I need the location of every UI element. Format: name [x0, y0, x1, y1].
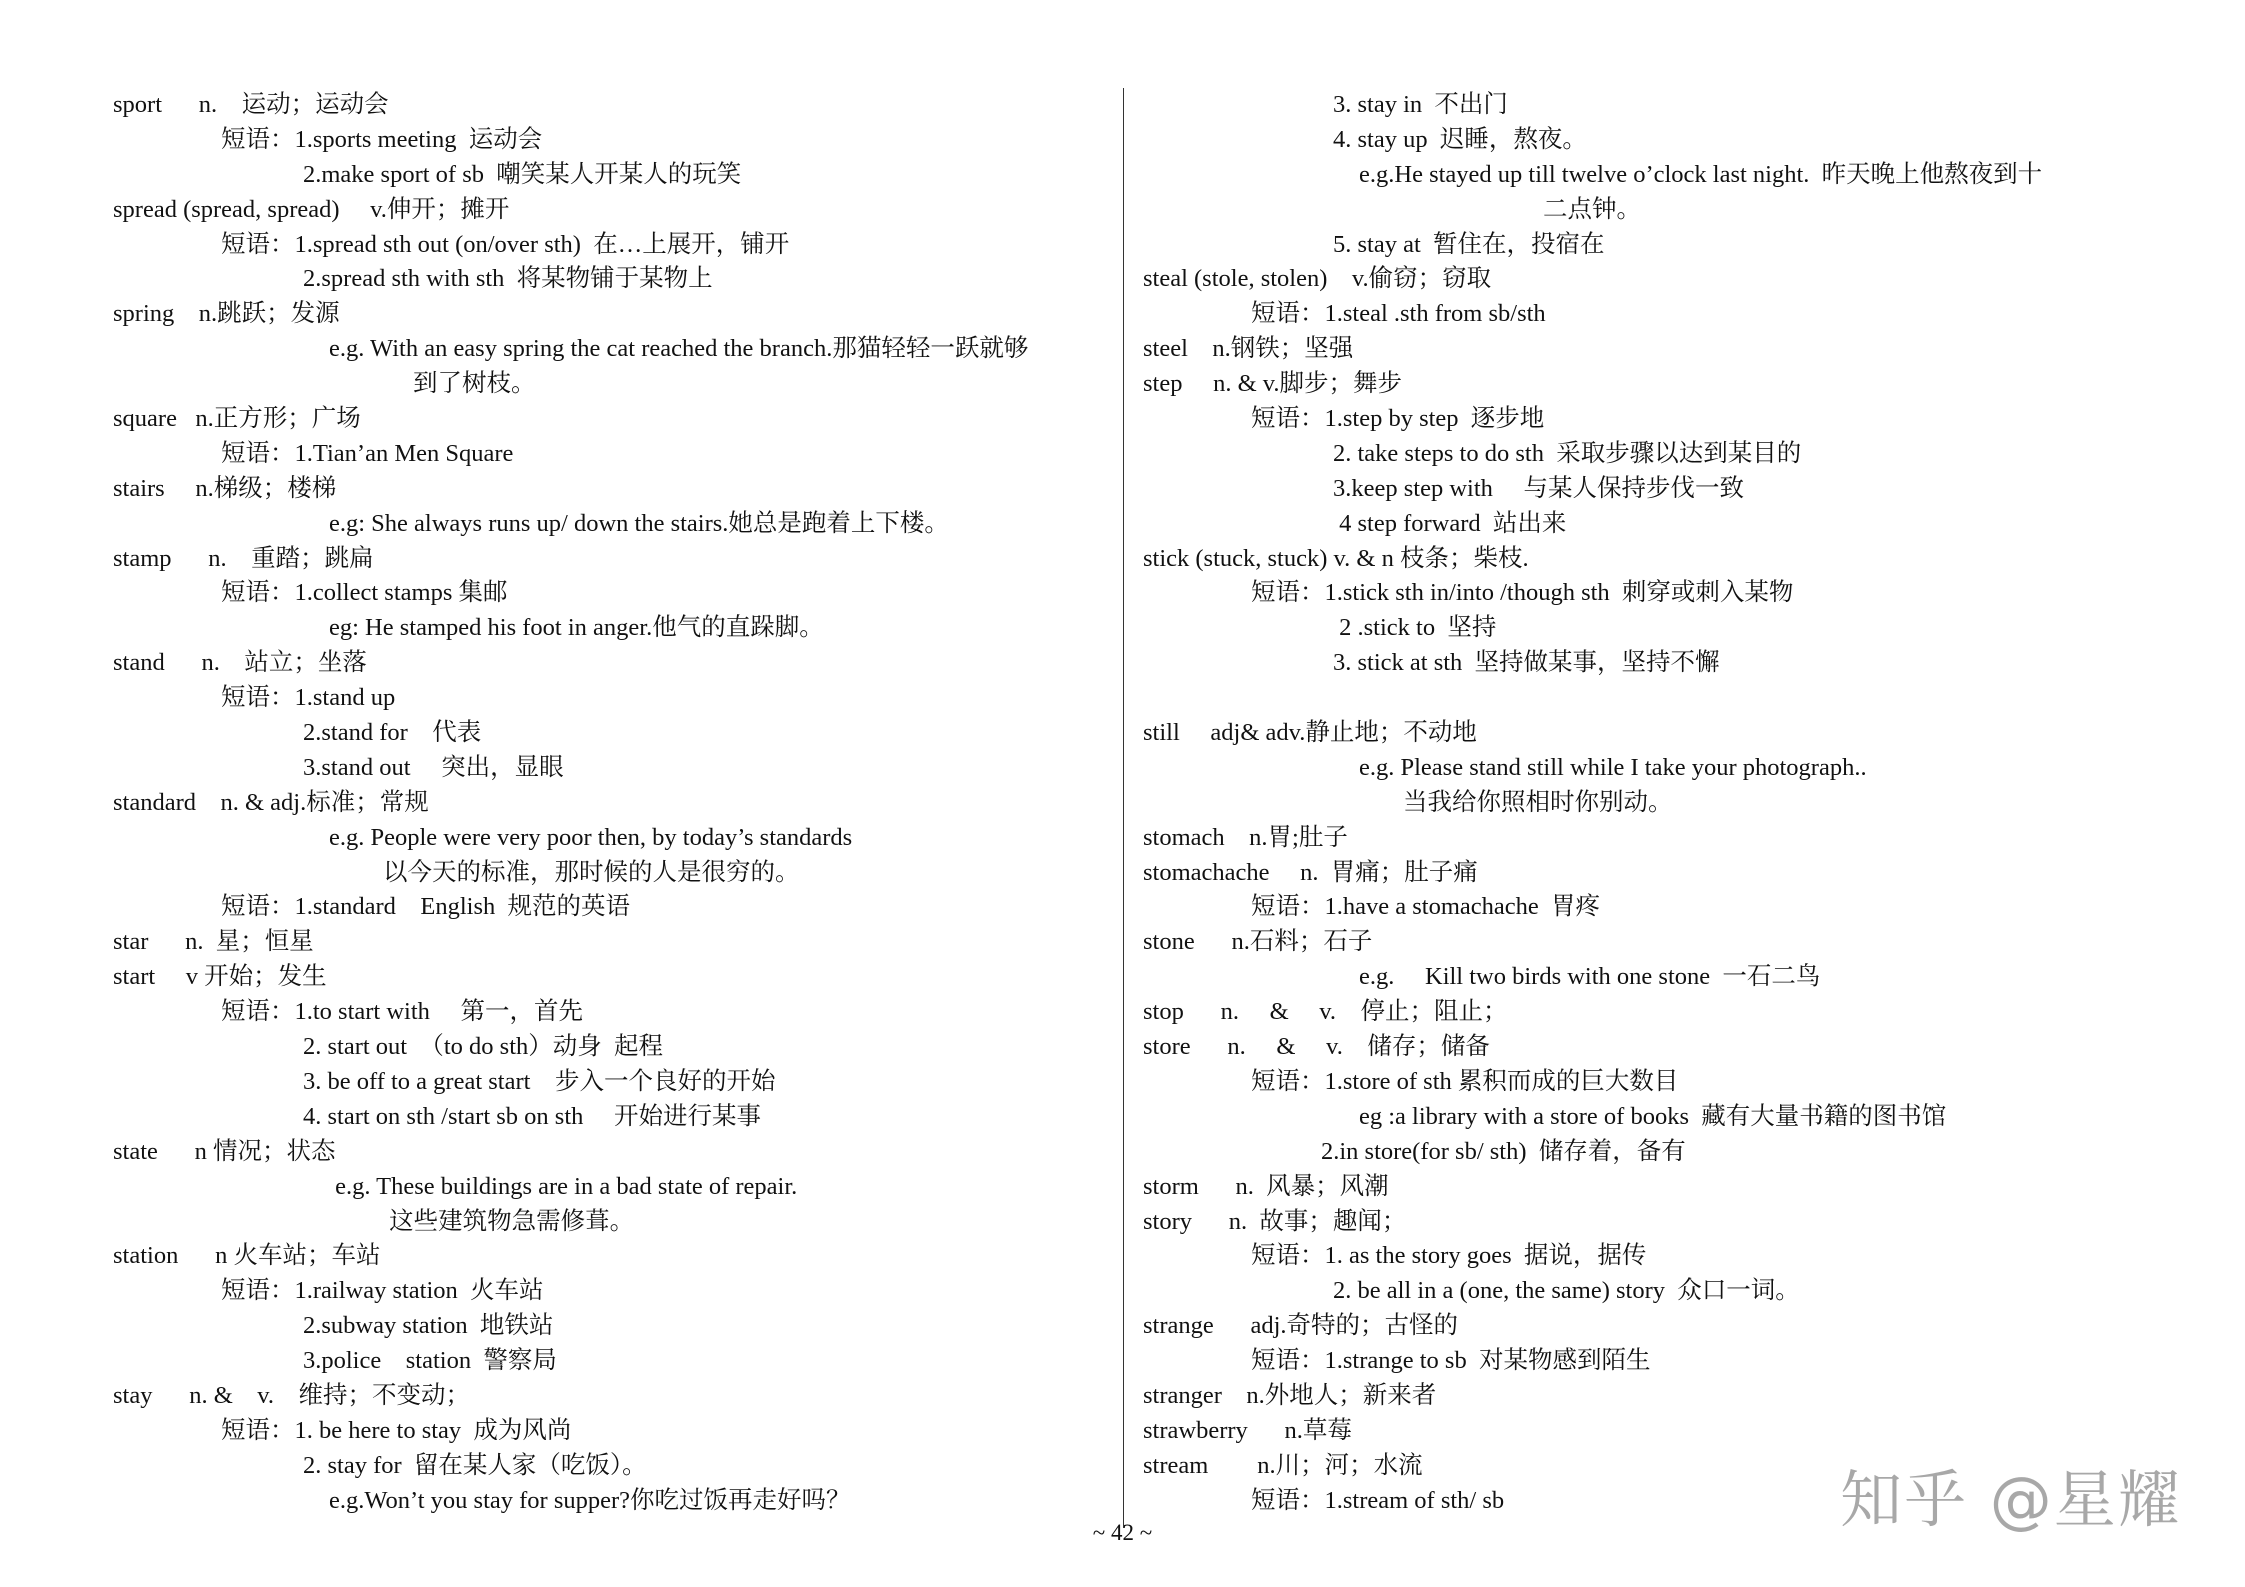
- entry-line: [1143, 507, 2183, 542]
- entry-line: [1143, 1170, 2183, 1205]
- entry-line: [113, 1344, 1123, 1379]
- entry-line: [1143, 1239, 2183, 1274]
- entry-line: [113, 507, 1123, 542]
- entry-text: 3.stand out 突出，显眼: [303, 753, 564, 781]
- entry-line: [113, 960, 1123, 995]
- entry-text: 2. stay for 留在某人家（吃饭）。: [303, 1451, 647, 1479]
- entry-text: stone n.石料；石子: [1143, 928, 1373, 956]
- entry-text: 4. stay up 迟睡，熬夜。: [1333, 125, 1587, 153]
- entry-text: spring n.跳跃；发源: [113, 300, 340, 328]
- entry-text: 2. start out （to do sth）动身 起程: [303, 1033, 664, 1061]
- entry-text: 短语：1.collect stamps 集邮: [221, 579, 508, 607]
- entry-line: [1143, 960, 2183, 995]
- entry-line: [1143, 1414, 2183, 1449]
- entry-text: standard n. & adj.标准；常规: [113, 788, 429, 816]
- entry-text: story n. 故事；趣闻；: [1143, 1207, 1407, 1235]
- entry-line: [1143, 1205, 2183, 1240]
- entry-text: stop n. & v. 停止；阻止；: [1143, 998, 1508, 1026]
- entry-line: [113, 856, 1123, 891]
- entry-text: 短语：1.stream of sth/ sb: [1251, 1486, 1505, 1514]
- entry-text: stomachache n. 胃痛；肚子痛: [1143, 858, 1478, 886]
- entry-line: [1143, 1274, 2183, 1309]
- entry-text: 2. be all in a (one, the same) story 众口一词。: [1333, 1277, 1800, 1305]
- column-divider: [1123, 88, 1124, 1528]
- entry-text: stick (stuck, stuck) v. & n 枝条；柴枝.: [1143, 544, 1529, 572]
- entry-text: 二点钟。: [1543, 195, 1641, 223]
- entry-text: 以今天的标准，那时候的人是很穷的。: [383, 858, 800, 886]
- entry-line: [113, 1379, 1123, 1414]
- entry-line: [113, 681, 1123, 716]
- entry-text: e.g: She always runs up/ down the stairs.她总是跑着上下楼。: [329, 509, 949, 537]
- entry-line: [113, 821, 1123, 856]
- entry-line: [113, 193, 1123, 228]
- entry-text: stay n. & v. 维持；不变动；: [113, 1381, 471, 1409]
- entry-line: [113, 1449, 1123, 1484]
- entry-line: [1143, 1344, 2183, 1379]
- entry-line: [1143, 1309, 2183, 1344]
- entry-line: [1143, 995, 2183, 1030]
- entry-text: strawberry n.草莓: [1143, 1416, 1352, 1444]
- entry-line: [1143, 856, 2183, 891]
- entry-text: e.g. With an easy spring the cat reached the branch.那猫轻轻一跃就够: [329, 335, 1029, 363]
- entry-line: [113, 1065, 1123, 1100]
- entry-line: [113, 472, 1123, 507]
- entry-line: [113, 995, 1123, 1030]
- entry-line: [113, 576, 1123, 611]
- entry-text: steel n.钢铁；坚强: [1143, 335, 1354, 363]
- entry-line: [113, 925, 1123, 960]
- page-number: ~ 42 ~: [1092, 1520, 1153, 1545]
- entry-line: [113, 646, 1123, 681]
- entry-line: [1143, 332, 2183, 367]
- entry-text: steal (stole, stolen) v.偷窃；窃取: [1143, 265, 1492, 293]
- entry-line: [113, 1205, 1123, 1240]
- entry-line: [113, 1030, 1123, 1065]
- entry-line: [113, 402, 1123, 437]
- entry-line: [113, 542, 1123, 577]
- entry-line: [1143, 716, 2183, 751]
- entry-line: [1143, 925, 2183, 960]
- entry-line: [113, 228, 1123, 263]
- entry-text: 短语：1.have a stomachache 胃疼: [1251, 893, 1601, 921]
- entry-line: [113, 716, 1123, 751]
- entry-text: star n. 星；恒星: [113, 928, 314, 956]
- entry-text: 2.in store(for sb/ sth) 储存着，备有: [1321, 1137, 1686, 1165]
- entry-line: [1143, 542, 2183, 577]
- entry-text: 2.stand for 代表: [303, 719, 482, 747]
- entry-text: 短语：1.stand up: [221, 684, 396, 712]
- entry-text: 当我给你照相时你别动。: [1403, 788, 1673, 816]
- entry-line: [1143, 193, 2183, 228]
- entry-text: stamp n. 重踏；跳扁: [113, 544, 374, 572]
- entry-line: [1143, 821, 2183, 856]
- entry-line: [113, 158, 1123, 193]
- entry-line: [113, 1135, 1123, 1170]
- entry-text: 短语：1.strange to sb 对某物感到陌生: [1251, 1347, 1651, 1375]
- entry-text: 短语：1. be here to stay 成为风尚: [221, 1416, 572, 1444]
- entry-text: 2 .stick to 坚持: [1333, 614, 1497, 642]
- entry-line: [1143, 646, 2183, 681]
- entry-text: 短语：1.sports meeting 运动会: [221, 125, 543, 153]
- entry-line: [1143, 367, 2183, 402]
- entry-line: [1143, 123, 2183, 158]
- entry-line: [1143, 1379, 2183, 1414]
- entry-text: 短语：1.store of sth 累积而成的巨大数目: [1251, 1067, 1679, 1095]
- entry-line: [1143, 472, 2183, 507]
- entry-line: [113, 437, 1123, 472]
- entry-text: 短语：1.to start with 第一，首先: [221, 998, 584, 1026]
- entry-text: e.g.He stayed up till twelve o’clock last night. 昨天晚上他熬夜到十: [1359, 160, 2043, 188]
- entry-text: 5. stay at 暂住在，投宿在: [1333, 230, 1605, 258]
- entry-line: [1143, 611, 2183, 646]
- entry-text: spread (spread, spread) v.伸开；摊开: [113, 195, 510, 223]
- entry-line: [113, 1309, 1123, 1344]
- entry-text: 3. be off to a great start 步入一个良好的开始: [303, 1067, 776, 1095]
- entry-text: strange adj.奇特的；古怪的: [1143, 1312, 1459, 1340]
- entry-line: [113, 262, 1123, 297]
- entry-text: 短语：1.step by step 逐步地: [1251, 405, 1545, 433]
- entry-text: 短语：1.standard English 规范的英语: [221, 893, 630, 921]
- entry-text: 3. stay in 不出门: [1333, 91, 1508, 118]
- entry-line: [1143, 1065, 2183, 1100]
- entry-text: 短语：1.spread sth out (on/over sth) 在…上展开，铺开: [221, 230, 790, 258]
- entry-text: e.g. Kill two birds with one stone 一石二鸟: [1359, 963, 1821, 991]
- entry-text: stairs n.梯级；楼梯: [113, 474, 337, 502]
- entry-text: 短语：1.Tian’an Men Square: [221, 439, 514, 467]
- entry-text: e.g.Won’t you stay for supper?你吃过饭再走好吗？: [329, 1486, 851, 1514]
- entry-line: [113, 786, 1123, 821]
- entry-line: [1143, 1100, 2183, 1135]
- entry-line: [113, 1274, 1123, 1309]
- entry-text: station n 火车站；车站: [113, 1242, 381, 1270]
- entry-text: square n.正方形；广场: [113, 405, 361, 433]
- entry-text: 短语：1. as the story goes 据说，据传: [1251, 1242, 1647, 1270]
- entry-text: 到了树枝。: [413, 370, 536, 398]
- entry-text: e.g. These buildings are in a bad state of repair.: [329, 1172, 798, 1200]
- entry-text: 2. take steps to do sth 采取步骤以达到某目的: [1333, 439, 1802, 467]
- right-column: [1143, 88, 2183, 1519]
- entry-line: [113, 1170, 1123, 1205]
- entry-text: stand n. 站立；坐落: [113, 649, 367, 677]
- entry-text: eg :a library with a store of books 藏有大量书籍的图书馆: [1359, 1102, 1947, 1130]
- entry-text: sport n. 运动；运动会: [113, 91, 389, 118]
- entry-text: state n 情况；状态: [113, 1137, 336, 1165]
- entry-line: [1143, 1135, 2183, 1170]
- entry-text: 2.make sport of sb 嘲笑某人开某人的玩笑: [303, 160, 742, 188]
- entry-line: [1143, 262, 2183, 297]
- entry-text: 2.subway station 地铁站: [303, 1312, 554, 1340]
- entry-line: [1143, 681, 2183, 716]
- entry-line: [113, 1100, 1123, 1135]
- entry-text: stranger n.外地人；新来者: [1143, 1381, 1437, 1409]
- entry-text: 3.police station 警察局: [303, 1347, 557, 1375]
- entry-text: eg: He stamped his foot in anger.他气的直跺脚。: [329, 614, 824, 642]
- entry-line: [113, 123, 1123, 158]
- entry-text: storm n. 风暴；风潮: [1143, 1172, 1389, 1200]
- entry-text: 4 step forward 站出来: [1333, 509, 1567, 537]
- entry-line: [1143, 890, 2183, 925]
- entry-text: start v 开始；发生: [113, 963, 327, 991]
- entry-line: [1143, 158, 2183, 193]
- entry-text: 2.spread sth with sth 将某物铺于某物上: [303, 265, 713, 293]
- entry-text: stream n.川；河；水流: [1143, 1451, 1423, 1479]
- entry-text: 3.keep step with 与某人保持步伐一致: [1333, 474, 1745, 502]
- entry-text: e.g. Please stand still while I take your photograph..: [1359, 753, 1867, 781]
- entry-line: [1143, 576, 2183, 611]
- zhihu-watermark: 知乎 @星耀: [1840, 1463, 2182, 1536]
- entry-line: [1143, 1030, 2183, 1065]
- entry-text: still adj& adv.静止地；不动地: [1143, 719, 1477, 747]
- entry-line: [1143, 228, 2183, 263]
- entry-text: e.g. People were very poor then, by today’s standards: [329, 823, 853, 851]
- entry-line: [1143, 88, 2183, 123]
- entry-line: [113, 367, 1123, 402]
- entry-text: store n. & v. 储存；储备: [1143, 1033, 1490, 1061]
- entry-text: 短语：1.railway station 火车站: [221, 1277, 544, 1305]
- entry-text: 4. start on sth /start sb on sth 开始进行某事: [303, 1102, 762, 1130]
- entry-line: [113, 751, 1123, 786]
- entry-text: 3. stick at sth 坚持做某事，坚持不懈: [1333, 649, 1720, 677]
- entry-text: 短语：1.steal .sth from sb/sth: [1251, 300, 1546, 328]
- entry-text: step n. & v.脚步；舞步: [1143, 370, 1403, 398]
- entry-line: [113, 611, 1123, 646]
- entry-line: [113, 1484, 1123, 1519]
- entry-text: 短语：1.stick sth in/into /though sth 刺穿或刺入某物: [1251, 579, 1794, 607]
- entry-line: [113, 890, 1123, 925]
- entry-text: 这些建筑物急需修葺。: [383, 1207, 635, 1235]
- entry-text: stomach n.胃;肚子: [1143, 823, 1348, 851]
- entry-line: [1143, 786, 2183, 821]
- left-column: [113, 88, 1123, 1519]
- entry-line: [113, 332, 1123, 367]
- entry-line: [1143, 297, 2183, 332]
- entry-line: [1143, 751, 2183, 786]
- entry-line: [1143, 437, 2183, 472]
- entry-line: [113, 297, 1123, 332]
- entry-line: [113, 1414, 1123, 1449]
- entry-line: [1143, 402, 2183, 437]
- entry-line: [113, 1239, 1123, 1274]
- entry-line: [113, 88, 1123, 123]
